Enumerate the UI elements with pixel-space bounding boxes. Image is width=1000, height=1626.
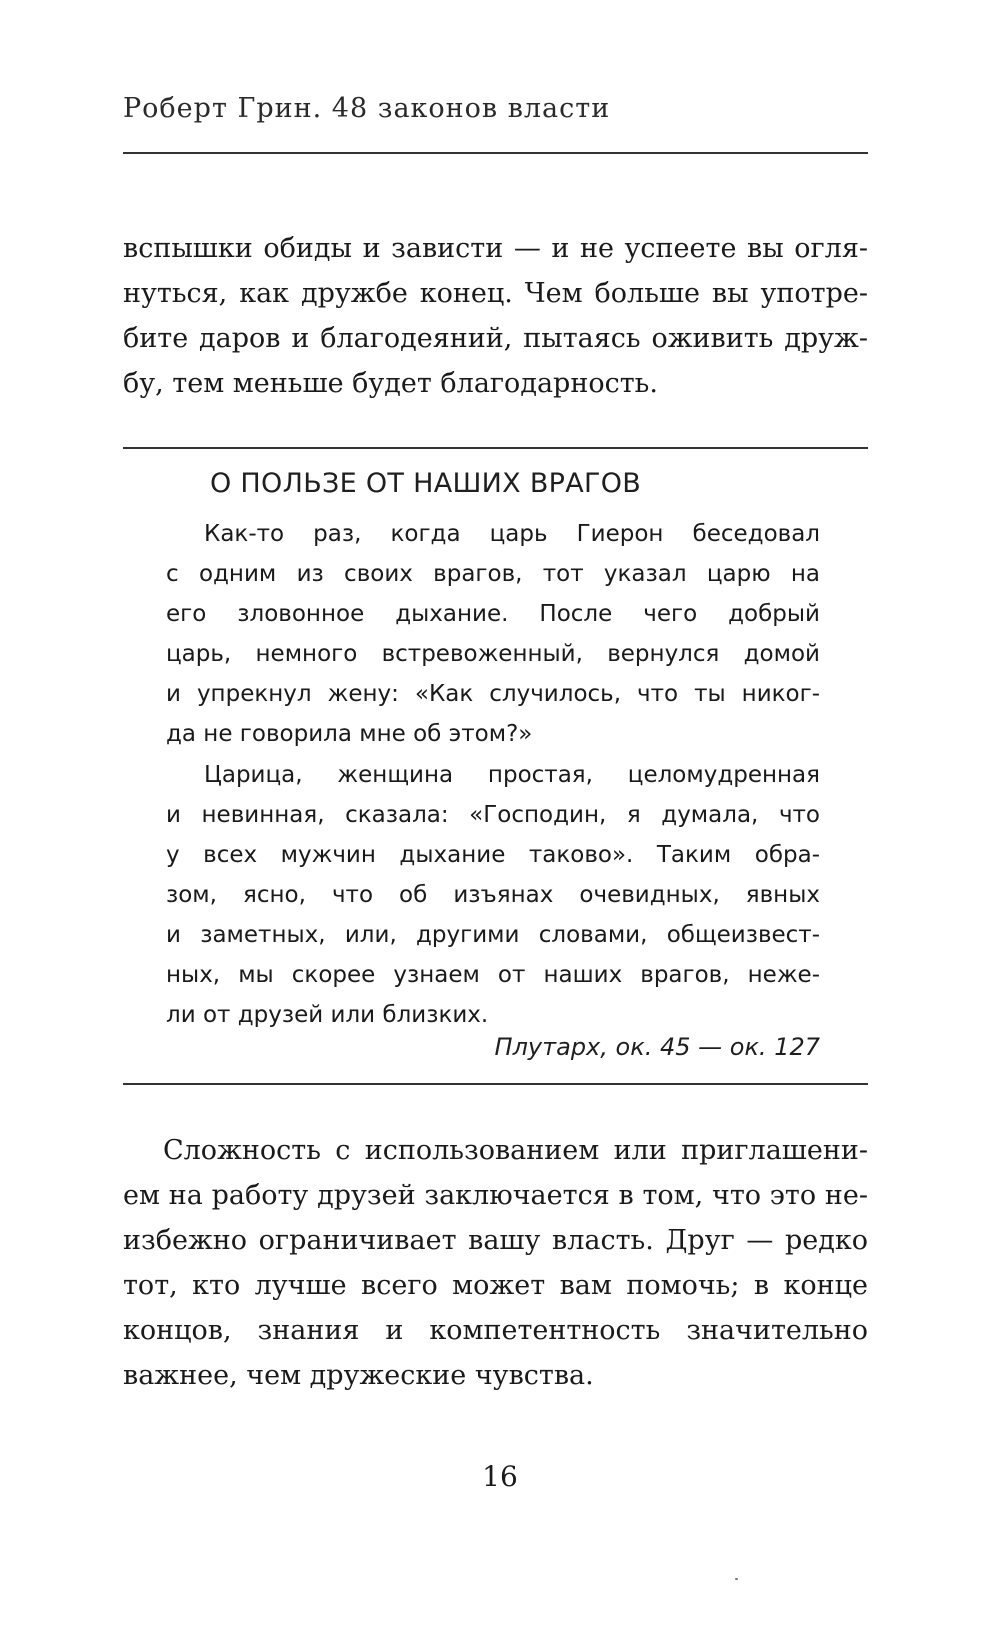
text-line: Сложность с использованием или приглашени- <box>163 1135 868 1166</box>
body-paragraph-bottom <box>123 1128 868 1398</box>
text-line: бите даров и благодеяний, пытаясь оживить друж- <box>123 323 868 354</box>
text-line: его зловонное дыхание. После чего добрый <box>166 601 820 627</box>
text-line: и невинная, сказала: «Господин, я думала, что <box>166 802 820 828</box>
header-rule <box>123 152 868 154</box>
text-line: и упрекнул жену: «Как случилось, что ты никог- <box>166 681 820 707</box>
text-line: тот, кто лучше всего может вам помочь; в конце <box>123 1270 868 1301</box>
text-line: нуться, как дружбе конец. Чем больше вы употре- <box>123 278 868 309</box>
text-line: да не говорила мне об этом?» <box>166 721 533 747</box>
text-line: с одним из своих врагов, тот указал царю на <box>166 561 820 587</box>
text-line: важнее, чем дружеские чувства. <box>123 1360 594 1391</box>
running-head: Роберт Грин. 48 законов власти <box>123 93 611 124</box>
sidebar-paragraph-1 <box>166 514 820 754</box>
sidebar-paragraph-2 <box>166 755 820 1035</box>
text-line: у всех мужчин дыхание таково». Таким обра- <box>166 842 820 868</box>
body-paragraph-top <box>123 226 868 406</box>
sidebar-attribution: Плутарх, ок. 45 — ок. 127 <box>494 1033 820 1061</box>
text-line: вспышки обиды и зависти — и не успеете вы огля- <box>123 233 868 264</box>
text-line: Царица, женщина простая, целомудренная <box>204 762 820 788</box>
paper-speck <box>735 1578 738 1580</box>
text-line: ем на работу друзей заключается в том, что это не- <box>123 1180 868 1211</box>
text-line: концов, знания и компетентность значительно <box>123 1315 868 1346</box>
page-number: 16 <box>482 1460 518 1493</box>
text-line: избежно ограничивает вашу власть. Друг — редко <box>123 1225 868 1256</box>
sidebar-bottom-rule <box>123 1083 868 1085</box>
text-line: бу, тем меньше будет благодарность. <box>123 368 658 399</box>
text-line: и заметных, или, другими словами, общеизвест- <box>166 922 820 948</box>
text-line: Как-то раз, когда царь Гиерон беседовал <box>204 521 820 547</box>
text-line: царь, немного встревоженный, вернулся домой <box>166 641 820 667</box>
sidebar-top-rule <box>123 447 868 449</box>
sidebar-title: О ПОЛЬЗЕ ОТ НАШИХ ВРАГОВ <box>210 468 642 499</box>
text-line: ных, мы скорее узнаем от наших врагов, неже- <box>166 962 820 988</box>
text-line: зом, ясно, что об изъянах очевидных, явных <box>166 882 820 908</box>
text-line: ли от друзей или близких. <box>166 1002 489 1028</box>
